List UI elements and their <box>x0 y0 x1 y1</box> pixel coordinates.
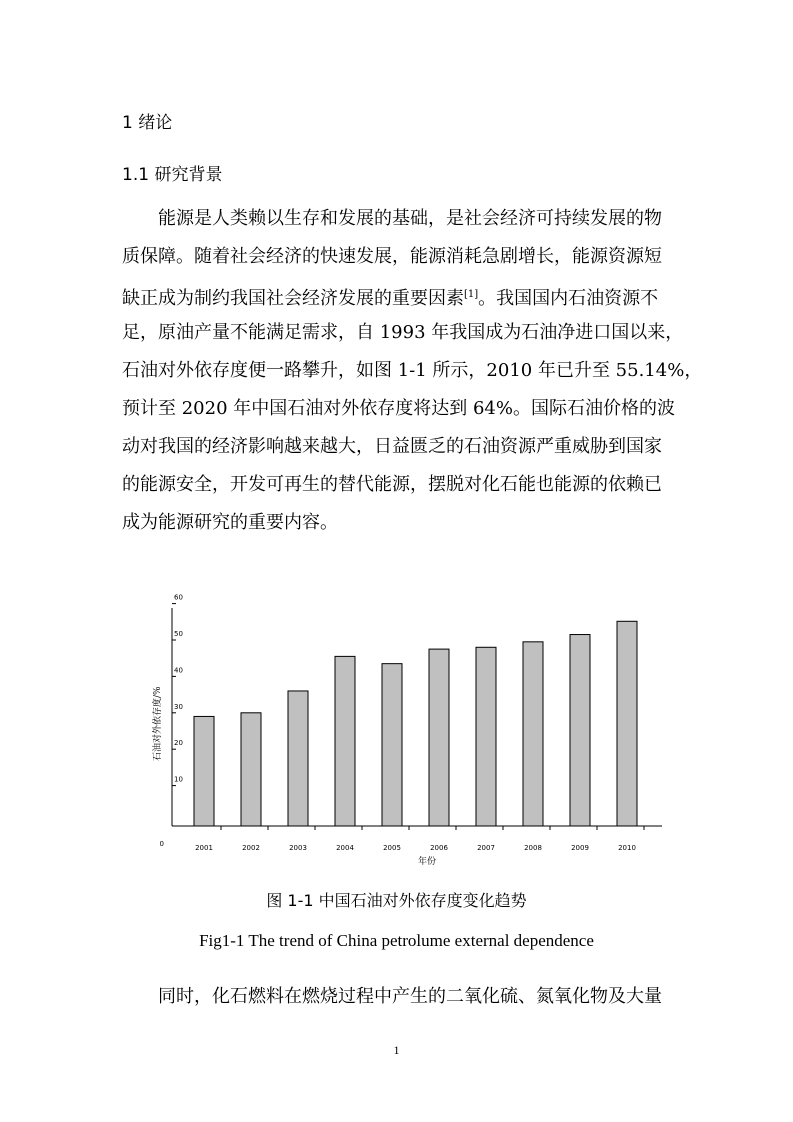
paragraph-continuation <box>122 978 678 1016</box>
x-tick-label: 2007 <box>477 844 495 852</box>
paragraph-line: 成为能源研究的重要内容。 <box>122 512 338 533</box>
y-tick-label: 0 <box>159 840 164 848</box>
bar <box>194 716 214 826</box>
y-tick-label: 40 <box>174 666 183 675</box>
bar <box>241 713 261 826</box>
y-tick-label: 60 <box>174 593 183 602</box>
dependence-bar-chart <box>140 593 670 875</box>
x-axis-label: 年份 <box>417 857 437 867</box>
citation-ref[interactable]: [1] <box>464 289 479 300</box>
paragraph-line: 动对我国的经济影响越来越大，日益匮乏的石油资源严重威胁到国家 <box>122 436 662 457</box>
figure-caption-cn: 图 1-1 中国石油对外依存度变化趋势 <box>266 891 527 910</box>
x-tick-label: 2006 <box>430 844 448 852</box>
y-axis-label: 石油对外依存度/% <box>153 686 163 762</box>
page-number: 1 <box>393 1043 400 1057</box>
x-tick-label: 2001 <box>195 844 213 852</box>
line-text: 缺正成为制约我国社会经济发展的重要因素 <box>122 288 464 309</box>
bar <box>382 664 402 826</box>
y-tick-label: 20 <box>174 739 183 748</box>
bar <box>570 635 590 826</box>
y-tick-label: 30 <box>174 702 183 711</box>
bar <box>335 656 355 826</box>
bar <box>523 642 543 826</box>
paragraph-line: 同时，化石燃料在燃烧过程中产生的二氧化硫、氮氧化物及大量 <box>158 986 662 1007</box>
bar <box>476 647 496 826</box>
x-tick-label: 2002 <box>242 844 260 852</box>
y-tick-label: 10 <box>174 775 183 784</box>
paragraph-line: 能源是人类赖以生存和发展的基础，是社会经济可持续发展的物 <box>158 208 662 229</box>
x-tick-label: 2004 <box>336 844 354 852</box>
bar <box>288 691 308 826</box>
x-tick-label: 2003 <box>289 844 307 852</box>
x-tick-label: 2008 <box>524 844 542 852</box>
paragraph-line: 的能源安全，开发可再生的替代能源，摆脱对化石能也能源的依赖已 <box>122 474 662 495</box>
paragraph-line: 预计至 2020 年中国石油对外依存度将达到 64%。国际石油价格的波 <box>122 398 675 419</box>
paragraph-line: 足，原油产量不能满足需求，自 1993 年我国成为石油净进口国以来， <box>122 322 684 343</box>
paragraph-line: 石油对外依存度便一路攀升，如图 1-1 所示，2010 年已升至 55.14%， <box>122 360 703 381</box>
bar <box>617 621 637 826</box>
paragraph-background <box>122 200 703 542</box>
y-tick-label: 50 <box>174 630 183 638</box>
chapter-heading: 1 绪论 <box>122 113 173 133</box>
paragraph-line <box>122 276 678 314</box>
paragraph-line: 质保障。随着社会经济的快速发展，能源消耗急剧增长，能源资源短 <box>122 246 662 267</box>
x-tick-label: 2009 <box>571 844 589 852</box>
line-text: 。我国国内石油资源不 <box>478 288 659 309</box>
x-tick-label: 2010 <box>618 844 636 852</box>
figure-caption-en: Fig1-1 The trend of China petrolume external dependence <box>199 931 594 950</box>
x-tick-label: 2005 <box>383 844 401 852</box>
bar <box>429 649 449 826</box>
section-heading: 1.1 研究背景 <box>122 165 223 185</box>
